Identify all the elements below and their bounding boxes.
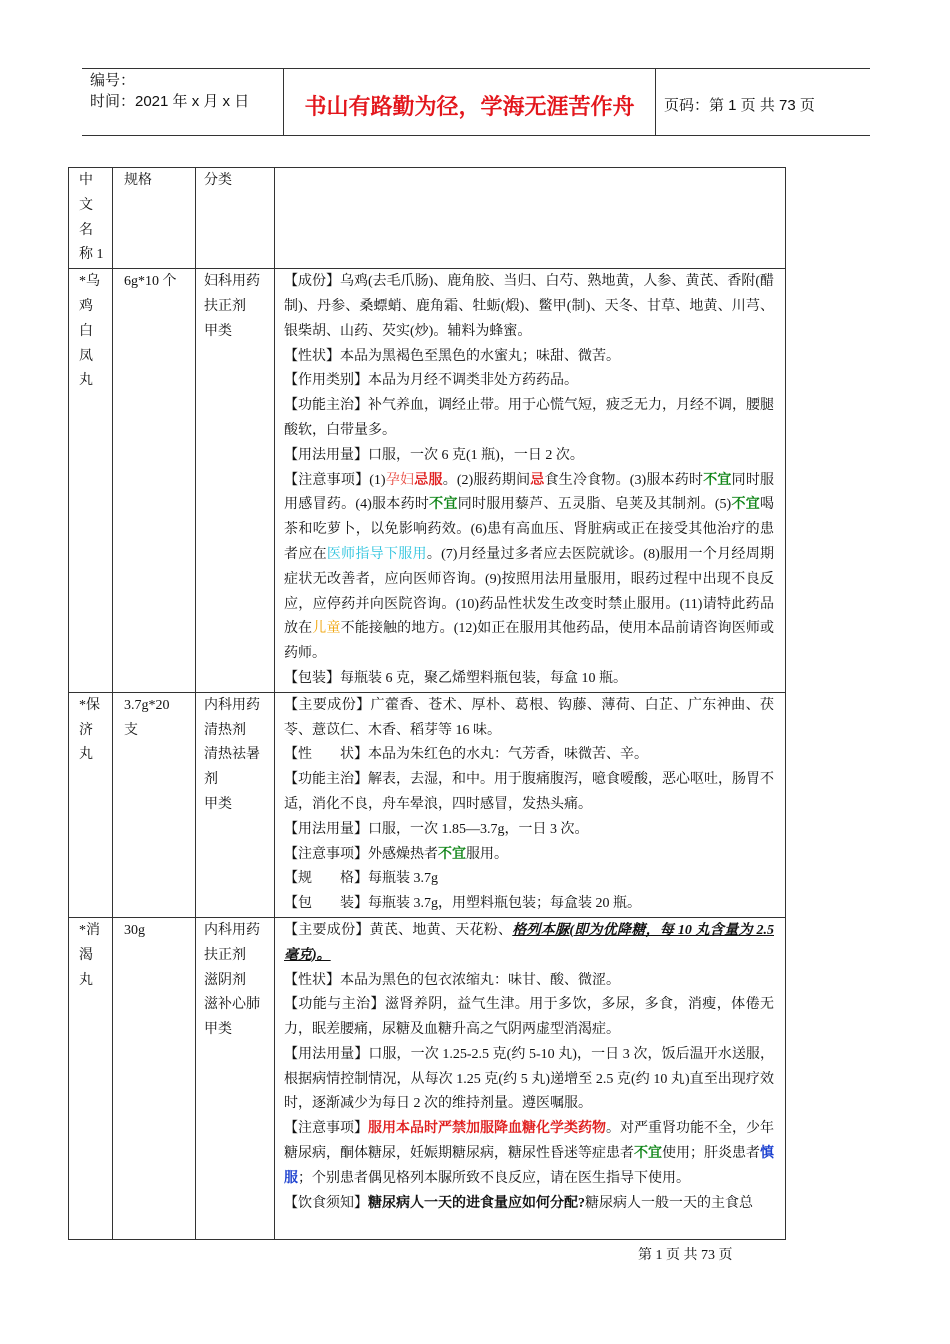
paragraph-text: 【包 装】每瓶装 3.7g，用塑料瓶包装；每盒装 20 瓶。 [284, 896, 641, 912]
paragraph-text: 【注意事项】外感燥热者 [284, 846, 438, 862]
paragraph-text: 【饮食须知】 [284, 1195, 368, 1211]
column-header-category-label: 分类 [204, 173, 232, 188]
paragraph-text: 服用。 [466, 846, 508, 862]
detail-paragraph [284, 867, 774, 892]
detail-paragraph [284, 270, 774, 344]
detail-paragraph [284, 694, 774, 744]
emphasis-text: 服用本品时严禁加服降血糖化学类药物 [368, 1121, 606, 1137]
category-label: 扶正剂 [204, 298, 246, 314]
emphasis-text: 不宜 [634, 1146, 662, 1162]
footer-page-label: 第 1 页 共 73 页 [638, 1248, 733, 1263]
medicine-name: *消渴丸 [79, 922, 100, 988]
medicine-spec: 3.7g*20 支 [124, 697, 170, 738]
paragraph-text: 【用法用量】口服，一次 1.85—3.7g，一日 3 次。 [284, 821, 589, 837]
paragraph-text: 。(7)月经量过多者应去医院就诊。(8)服用一个月经周期症状无改善者，应向医师咨询。(9)按照用法用量服用，眼药过程中出现不良反应，应停药并向医院咨询。(10)药品性状发生改变时禁止服用。(11)请特此药品放在 [284, 546, 775, 637]
paragraph-text: 【性 状】本品为朱红色的水丸：气芳香，味微苦、辛。 [284, 747, 648, 763]
paragraph-text: 。对严重肾功能不全，少年糖尿病，酮体糖尿，妊娠期糖尿病，糖尿性昏迷等症患者 [284, 1121, 774, 1162]
paragraph-text: 同时服用藜芦、五灵脂、皂荚及其制剂。(5) [457, 497, 732, 513]
medicine-spec-cell [113, 269, 196, 693]
emphasis-text: 不宜 [429, 497, 458, 513]
category-label: 扶正剂 [204, 947, 246, 963]
category-label: 甲类 [204, 796, 232, 812]
emphasis-text: 忌 [530, 472, 545, 488]
detail-paragraph [284, 818, 774, 843]
medicine-detail-cell [275, 692, 786, 917]
paragraph-text: ；个别患者偶见格列本脲所致不良反应，请在医生指导下使用。 [298, 1170, 690, 1186]
medicine-name-cell [69, 269, 113, 693]
column-header-detail [275, 168, 786, 269]
detail-paragraph [284, 768, 774, 818]
document-time-label: 时间：2021 年 x 月 x 日 [90, 93, 250, 110]
detail-paragraph [284, 743, 774, 768]
column-header-name [69, 168, 113, 269]
detail-paragraph [284, 1117, 774, 1191]
medicine-row [69, 269, 786, 693]
paragraph-text: 糖尿病人一般一天的主食总 [585, 1195, 753, 1211]
column-header-name-label: 中文名称 1 [79, 173, 104, 263]
emphasis-text: 不宜 [731, 497, 761, 513]
detail-paragraph [284, 1043, 774, 1117]
paragraph-text: 【用法用量】口服，一次 1.25-2.5 克(约 5-10 丸)，一日 3 次，饭后温开水送服，根据病情控制情况，从每次 1.25 克(约 5 丸)递增至 2.5 克(约 10 丸)直至出现疗效时，逐渐减少为每日 2 次的维持剂量。遵医嘱服。 [284, 1046, 774, 1112]
paragraph-text: 使用；肝炎患者 [662, 1146, 760, 1162]
paragraph-text: 【功能主治】解表，去湿，和中。用于腹痛腹泻，噫食嗳酸，恶心呕吐，肠胃不适，消化不良，舟车晕浪，四时感冒，发热头痛。 [284, 772, 774, 812]
medicine-spec: 6g*10 个 [124, 274, 177, 290]
detail-paragraph [284, 892, 774, 917]
medicine-table [68, 167, 786, 1240]
medicine-category-cell [196, 269, 275, 693]
detail-paragraph [284, 993, 774, 1043]
emphasis-text: 慎服 [284, 1146, 774, 1186]
category-label: 内科用药 [204, 922, 260, 938]
medicine-name: *保济丸 [79, 697, 100, 763]
paragraph-text: 【主要成份】广藿香、苍术、厚朴、葛根、钩藤、薄荷、白芷、广东神曲、茯苓、薏苡仁、木香、稻芽等 16 味。 [284, 697, 774, 738]
detail-paragraph [284, 969, 774, 994]
medicine-name-cell [69, 692, 113, 917]
medicine-category-cell [196, 917, 275, 1239]
emphasis-text: 医师指导下服用 [326, 546, 427, 562]
category-label: 甲类 [204, 323, 232, 339]
document-number-label: 编号： [90, 72, 136, 89]
column-header-category [196, 168, 275, 269]
emphasis-text: 儿童 [312, 621, 341, 637]
category-label: 滋补心肺 [204, 997, 260, 1013]
paragraph-text: 【注意事项】 [284, 1121, 368, 1137]
detail-paragraph [284, 843, 774, 868]
header-page-info: 页码：第 1 页 共 73 页 [664, 97, 815, 114]
medicine-table-body [69, 269, 786, 1240]
header-meta-cell [82, 69, 283, 135]
header-motto: 书山有路勤为径，学海无涯苦作舟 [304, 93, 635, 119]
medicine-row [69, 692, 786, 917]
column-header-spec-label: 规格 [124, 173, 152, 188]
medicine-row [69, 917, 786, 1239]
paragraph-text: 食生冷食物。(3)服本药时 [544, 472, 704, 488]
paragraph-text: 喝茶和吃萝卜，以免影响药效。(6)患有高血压、肾脏病或正在接受其他治疗的患者应在 [284, 497, 775, 562]
paragraph-text: 【性状】本品为黑褐色至黑色的水蜜丸；味甜、微苦。 [284, 348, 620, 364]
paragraph-text: 【包装】每瓶装 6 克，聚乙烯塑料瓶包装，每盒 10 瓶。 [284, 670, 627, 686]
page-header [82, 68, 870, 136]
paragraph-text: 【规 格】每瓶装 3.7g [284, 871, 438, 887]
emphasis-text: 不宜 [703, 472, 732, 488]
paragraph-text: 【作用类别】本品为月经不调类非处方药药品。 [284, 373, 578, 389]
detail-paragraph [284, 444, 774, 469]
paragraph-text: 【注意事项】(1) [284, 472, 386, 488]
medicine-spec: 30g [124, 922, 145, 938]
emphasis-text: 糖尿病人一天的进食量应如何分配? [368, 1195, 585, 1211]
category-label: 清热祛暑剂 [204, 747, 260, 788]
header-page-cell [656, 69, 870, 135]
medicine-name-cell [69, 917, 113, 1239]
detail-paragraph [284, 667, 774, 692]
table-header-row [69, 168, 786, 269]
paragraph-text: 【成份】乌鸡(去毛爪肠)、鹿角胶、当归、白芍、熟地黄，人参、黄芪、香附(醋制)、丹参、桑螵蛸、鹿角霜、牡蛎(煅)、鳖甲(制)、天冬、甘草、地黄、川芎、银柴胡、山药、芡实(炒)。辅料为蜂蜜。 [284, 274, 774, 339]
paragraph-text: 【功能主治】补气养血，调经止带。用于心慌气短，疲乏无力，月经不调，腰腿酸软，白带量多。 [284, 398, 774, 438]
emphasis-text: 忌服 [414, 472, 443, 488]
paragraph-text: 【用法用量】口服，一次 6 克(1 瓶)，一日 2 次。 [284, 447, 584, 463]
medicine-detail-cell [275, 917, 786, 1239]
emphasis-text: 孕妇 [385, 472, 415, 488]
detail-paragraph [284, 369, 774, 394]
category-label: 妇科用药 [204, 274, 260, 290]
category-label: 内科用药 [204, 697, 260, 713]
paragraph-text: 同时服用感冒药。(4)服本药时 [284, 472, 775, 513]
paragraph-text: 。(2)服药期间 [442, 472, 531, 488]
detail-paragraph [284, 469, 774, 667]
detail-paragraph [284, 345, 774, 370]
detail-paragraph [284, 919, 774, 969]
emphasis-text: 格列本脲(即为优降糖，每 10 丸含量为 2.5 毫克)。 [284, 922, 774, 963]
paragraph-text: 【性状】本品为黑色的包衣浓缩丸：味甘、酸、微涩。 [284, 972, 620, 988]
paragraph-text: 【主要成份】黄芪、地黄、天花粉、 [284, 922, 513, 938]
column-header-spec [113, 168, 196, 269]
detail-paragraph [284, 1192, 774, 1217]
medicine-name: *乌鸡白凤丸 [79, 274, 100, 389]
page-footer [638, 1246, 733, 1266]
detail-paragraph [284, 394, 774, 444]
medicine-spec-cell [113, 917, 196, 1239]
header-motto-cell [283, 69, 656, 135]
emphasis-text: 不宜 [438, 846, 466, 862]
category-label: 滋阴剂 [204, 972, 246, 988]
paragraph-text: 不能接触的地方。(12)如正在服用其他药品，使用本品前请咨询医师或药师。 [284, 621, 775, 662]
paragraph-text: 【功能与主治】滋肾养阴，益气生津。用于多饮，多尿，多食，消瘦，体倦无力，眠差腰痛，尿糖及血糖升高之气阴两虚型消渴症。 [284, 997, 774, 1038]
medicine-spec-cell [113, 692, 196, 917]
medicine-detail-cell [275, 269, 786, 693]
category-label: 清热剂 [204, 722, 246, 738]
category-label: 甲类 [204, 1022, 232, 1038]
medicine-category-cell [196, 692, 275, 917]
